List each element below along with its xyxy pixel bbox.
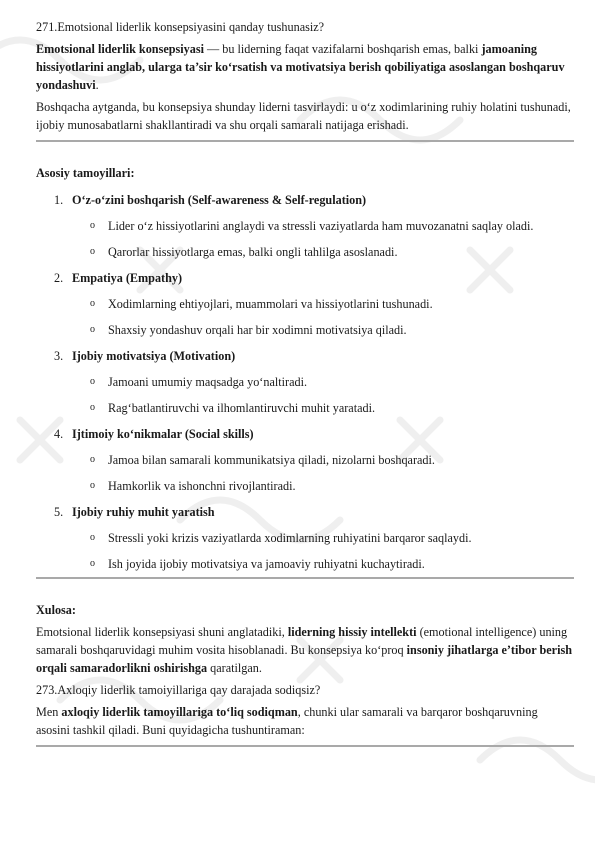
answer-text: , chunki ular samarali va barqaror boshqaruvning asosini tashkil qiladi. Buni quyidagicha tushuntiraman: [36, 705, 538, 737]
principle-item [36, 503, 574, 573]
definition-emphasis: jamoaning hissiyotlarini anglab, ularga ta’sir ko‘rsatish va motivatsiya berish qobiliyatiga asoslangan boshqaruv yondashuvi [36, 42, 565, 92]
bullet-text: Jamoa bilan samarali kommunikatsiya qiladi, nizolarni boshqaradi. [108, 453, 435, 467]
list-item [72, 373, 574, 391]
definition-term: Emotsional liderlik konsepsiyasi [36, 42, 204, 56]
principle-bullets [72, 529, 574, 573]
list-item [72, 295, 574, 313]
bullet-text: Ish joyida ijobiy motivatsiya va jamoaviy ruhiyatni kuchaytiradi. [108, 557, 425, 571]
circle-bullet-icon: o [90, 220, 95, 231]
principle-title: Ijobiy ruhiy muhit yaratish [72, 505, 215, 519]
principle-number: 3. [54, 349, 64, 363]
answer-273-paragraph [36, 703, 574, 739]
list-item [72, 477, 574, 495]
conclusion-heading: Xulosa: [36, 603, 76, 617]
horizontal-divider [36, 745, 574, 747]
circle-bullet-icon: o [90, 324, 95, 335]
principle-title: O‘z-o‘zini boshqarish (Self-awareness & Self-regulation) [72, 193, 367, 207]
conclusion-text: qaratilgan. [207, 661, 262, 675]
principle-number: 1. [54, 193, 64, 207]
list-item [72, 243, 574, 261]
bullet-text: Lider o‘z hissiyotlarini anglaydi va stressli vaziyatlarda ham muvozanatni saqlay oladi. [108, 219, 534, 233]
principle-bullets [72, 373, 574, 417]
question-271: 271.Emotsional liderlik konsepsiyasini qanday tushunasiz? [36, 20, 325, 34]
conclusion-paragraph [36, 623, 574, 677]
principle-item [36, 425, 574, 495]
bullet-text: Stressli yoki krizis vaziyatlarda xodimlarning ruhiyatini barqaror saqlaydi. [108, 531, 472, 545]
circle-bullet-icon: o [90, 376, 95, 387]
principle-title: Ijobiy motivatsiya (Motivation) [72, 349, 236, 363]
list-item [72, 217, 574, 235]
list-item [72, 451, 574, 469]
definition-end: . [95, 78, 99, 92]
circle-bullet-icon: o [90, 454, 95, 465]
circle-bullet-icon: o [90, 402, 95, 413]
explanation-paragraph: Boshqacha aytganda, bu konsepsiya shunday liderni tasvirlaydi: u o‘z xodimlarining ruhiy holatini tushunadi, ijobiy munosabatlarni shakllantiradi va shu orqali samarali natijaga erishadi. [36, 100, 571, 132]
principle-item [36, 347, 574, 417]
definition-paragraph [36, 40, 574, 94]
principle-bullets [72, 451, 574, 495]
conclusion-text: (emotional intelligence) uning samarali boshqaruvidagi muhim vosita hisoblanadi. Bu konsepsiya ko‘proq [36, 625, 568, 657]
principle-bullets [72, 217, 574, 261]
circle-bullet-icon: o [90, 298, 95, 309]
list-item [72, 321, 574, 339]
bullet-text: Hamkorlik va ishonchni rivojlantiradi. [108, 479, 296, 493]
bullet-text: Shaxsiy yondashuv orqali har bir xodimni motivatsiya qiladi. [108, 323, 407, 337]
circle-bullet-icon: o [90, 558, 95, 569]
document-page [36, 18, 574, 747]
principle-item [36, 191, 574, 261]
principle-number: 5. [54, 505, 64, 519]
bullet-text: Jamoani umumiy maqsadga yo‘naltiradi. [108, 375, 308, 389]
principle-number: 2. [54, 271, 64, 285]
principle-title: Empatiya (Empathy) [72, 271, 183, 285]
bullet-text: Qarorlar hissiyotlarga emas, balki ongli tahlilga asoslanadi. [108, 245, 398, 259]
bullet-text: Rag‘batlantiruvchi va ilhomlantiruvchi muhit yaratadi. [108, 401, 376, 415]
principles-list [36, 191, 574, 573]
bullet-text: Xodimlarning ehtiyojlari, muammolari va hissiyotlarini tushunadi. [108, 297, 433, 311]
conclusion-emphasis: liderning hissiy intellekti [287, 625, 417, 639]
conclusion-text: Emotsional liderlik konsepsiyasi shuni anglatadiki, [36, 625, 288, 639]
question-273: 273.Axloqiy liderlik tamoiyillariga qay darajada sodiqsiz? [36, 683, 321, 697]
definition-text: — bu liderning faqat vazifalarni boshqarish emas, balki [203, 42, 482, 56]
circle-bullet-icon: o [90, 246, 95, 257]
principle-title: Ijtimoiy ko‘nikmalar (Social skills) [72, 427, 254, 441]
principle-number: 4. [54, 427, 64, 441]
conclusion-emphasis: insoniy jihatlarga e’tibor berish orqali samaradorlikni oshirishga [36, 643, 572, 675]
principle-item [36, 269, 574, 339]
principle-bullets [72, 295, 574, 339]
circle-bullet-icon: o [90, 532, 95, 543]
principles-heading: Asosiy tamoyillari: [36, 166, 135, 180]
list-item [72, 529, 574, 547]
answer-text: Men [36, 705, 62, 719]
list-item [72, 399, 574, 417]
answer-emphasis: axloqiy liderlik tamoyillariga to‘liq sodiqman [61, 705, 298, 719]
list-item [72, 555, 574, 573]
circle-bullet-icon: o [90, 480, 95, 491]
